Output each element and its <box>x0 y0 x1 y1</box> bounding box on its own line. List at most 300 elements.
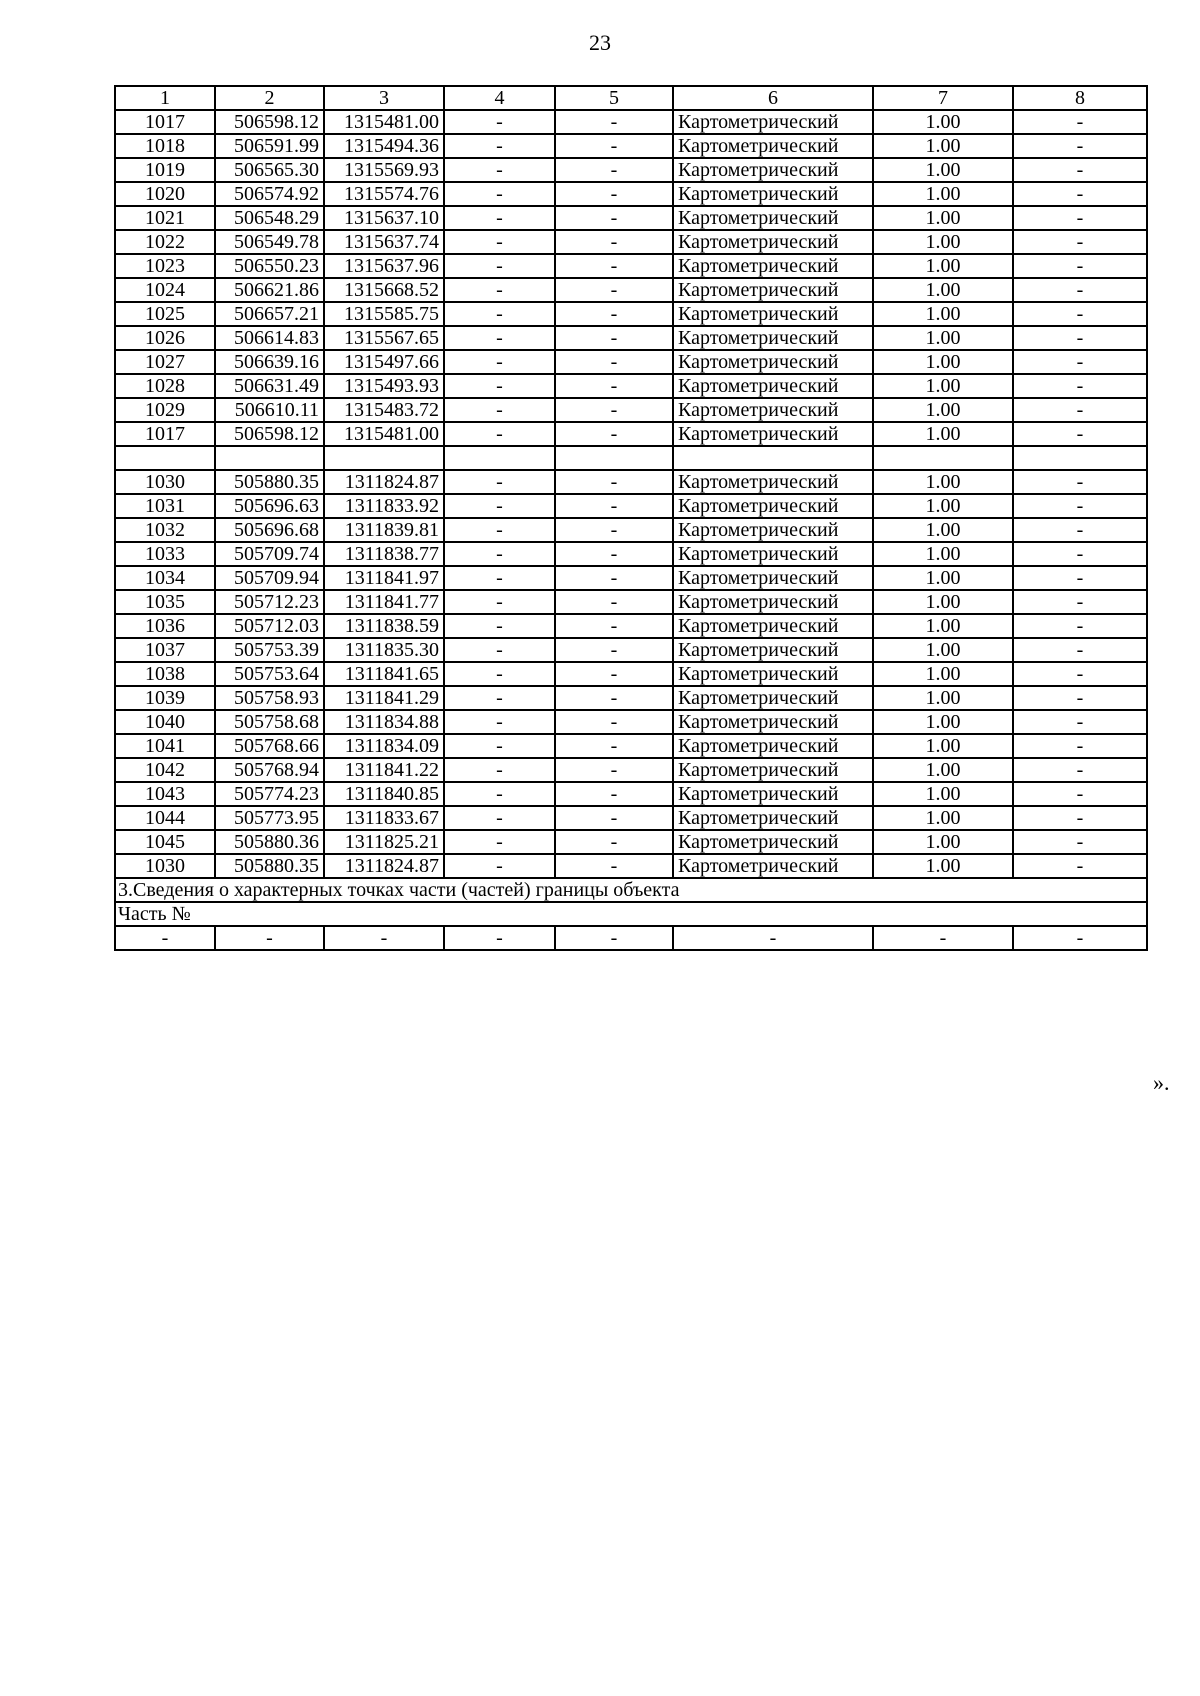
cell-y-coordinate: 1311841.22 <box>324 758 444 782</box>
cell-col-5: - <box>555 374 673 398</box>
table-row <box>115 518 1147 542</box>
cell-accuracy: 1.00 <box>873 326 1013 350</box>
cell-x-coordinate: 505709.74 <box>215 542 324 566</box>
header-cell-accuracy: 7 <box>873 86 1013 110</box>
cell-col-8: - <box>1013 518 1147 542</box>
cell-col-4: - <box>444 302 555 326</box>
table-row <box>115 662 1147 686</box>
header-cell-point-number: 1 <box>115 86 215 110</box>
cell-col-5: - <box>555 278 673 302</box>
cell-col-5: - <box>555 398 673 422</box>
cell-col-4: - <box>444 830 555 854</box>
cell-point-number: 1023 <box>115 254 215 278</box>
cell-y-coordinate: 1311839.81 <box>324 518 444 542</box>
cell-accuracy: 1.00 <box>873 350 1013 374</box>
cell-point-number: 1040 <box>115 710 215 734</box>
cell-col-4: - <box>444 374 555 398</box>
cell-col-4: - <box>444 278 555 302</box>
cell-col-4: - <box>444 542 555 566</box>
cell-col-5: - <box>555 494 673 518</box>
cell-x-coordinate: 506548.29 <box>215 206 324 230</box>
table-header <box>115 86 1147 110</box>
table-row <box>115 134 1147 158</box>
table-row <box>115 614 1147 638</box>
cell-method: Картометрический <box>673 110 873 134</box>
cell-col-4: - <box>444 494 555 518</box>
cell-col-4: - <box>444 158 555 182</box>
cell-col-8: - <box>1013 374 1147 398</box>
cell-col-4: - <box>444 590 555 614</box>
cell-col-4: - <box>444 926 555 950</box>
cell-method: Картометрический <box>673 350 873 374</box>
cell-y-coordinate: 1315569.93 <box>324 158 444 182</box>
cell-y-coordinate: 1315494.36 <box>324 134 444 158</box>
cell-method: Картометрический <box>673 158 873 182</box>
cell-col-5: - <box>555 590 673 614</box>
cell-point-number: - <box>115 926 215 950</box>
cell-method: Картометрический <box>673 566 873 590</box>
cell-col-4: - <box>444 326 555 350</box>
cell-col-4: - <box>444 254 555 278</box>
cell-point-number: 1032 <box>115 518 215 542</box>
table-row <box>115 638 1147 662</box>
cell-point-number: 1036 <box>115 614 215 638</box>
cell-point-number: 1027 <box>115 350 215 374</box>
cell-col-8: - <box>1013 590 1147 614</box>
cell-x-coordinate: 505880.35 <box>215 854 324 878</box>
cell-y-coordinate: 1311841.65 <box>324 662 444 686</box>
cell-y-coordinate: 1315567.65 <box>324 326 444 350</box>
table-row <box>115 350 1147 374</box>
cell-accuracy: 1.00 <box>873 254 1013 278</box>
cell-col-8: - <box>1013 350 1147 374</box>
cell-col-8: - <box>1013 110 1147 134</box>
cell-col-4: - <box>444 470 555 494</box>
cell-method: Картометрический <box>673 230 873 254</box>
cell-y-coordinate: 1311834.88 <box>324 710 444 734</box>
cell-y-coordinate: 1311833.67 <box>324 806 444 830</box>
cell-col-4: - <box>444 638 555 662</box>
cell-col-8 <box>1013 446 1147 470</box>
section-title: 3.Сведения о характерных точках части (частей) границы объекта <box>115 878 1147 902</box>
cell-col-4: - <box>444 134 555 158</box>
cell-accuracy: 1.00 <box>873 422 1013 446</box>
table-row <box>115 830 1147 854</box>
table-row <box>115 278 1147 302</box>
cell-x-coordinate: 506610.11 <box>215 398 324 422</box>
cell-point-number: 1029 <box>115 398 215 422</box>
cell-y-coordinate: 1311841.97 <box>324 566 444 590</box>
cell-x-coordinate: 505774.23 <box>215 782 324 806</box>
cell-col-8: - <box>1013 782 1147 806</box>
cell-point-number: 1030 <box>115 854 215 878</box>
cell-x-coordinate: 505773.95 <box>215 806 324 830</box>
header-row <box>115 86 1147 110</box>
cell-y-coordinate: 1311824.87 <box>324 470 444 494</box>
cell-col-8: - <box>1013 830 1147 854</box>
cell-x-coordinate <box>215 446 324 470</box>
cell-x-coordinate: 506549.78 <box>215 230 324 254</box>
cell-accuracy: 1.00 <box>873 398 1013 422</box>
cell-x-coordinate: 506574.92 <box>215 182 324 206</box>
cell-col-5: - <box>555 614 673 638</box>
cell-x-coordinate: 505880.35 <box>215 470 324 494</box>
table-row <box>115 494 1147 518</box>
cell-method: Картометрический <box>673 398 873 422</box>
cell-x-coordinate: 506598.12 <box>215 422 324 446</box>
cell-col-8: - <box>1013 734 1147 758</box>
cell-col-5: - <box>555 638 673 662</box>
header-cell-col-5: 5 <box>555 86 673 110</box>
cell-method: Картометрический <box>673 758 873 782</box>
cell-y-coordinate: 1315574.76 <box>324 182 444 206</box>
header-cell-x-coordinate: 2 <box>215 86 324 110</box>
cell-point-number: 1024 <box>115 278 215 302</box>
cell-accuracy: 1.00 <box>873 302 1013 326</box>
cell-accuracy: 1.00 <box>873 782 1013 806</box>
cell-x-coordinate: 506550.23 <box>215 254 324 278</box>
cell-accuracy: 1.00 <box>873 758 1013 782</box>
cell-point-number: 1021 <box>115 206 215 230</box>
cell-col-4: - <box>444 734 555 758</box>
cell-accuracy: 1.00 <box>873 518 1013 542</box>
cell-col-5: - <box>555 758 673 782</box>
cell-col-8: - <box>1013 494 1147 518</box>
cell-col-5: - <box>555 470 673 494</box>
cell-y-coordinate: 1315481.00 <box>324 110 444 134</box>
cell-col-8: - <box>1013 230 1147 254</box>
cell-x-coordinate: 505758.68 <box>215 710 324 734</box>
cell-col-8: - <box>1013 710 1147 734</box>
cell-col-5: - <box>555 518 673 542</box>
cell-method: Картометрический <box>673 518 873 542</box>
cell-col-5: - <box>555 686 673 710</box>
cell-col-5: - <box>555 542 673 566</box>
cell-col-4: - <box>444 422 555 446</box>
cell-x-coordinate: 506657.21 <box>215 302 324 326</box>
table-row <box>115 422 1147 446</box>
header-cell-y-coordinate: 3 <box>324 86 444 110</box>
cell-accuracy: 1.00 <box>873 230 1013 254</box>
cell-method: Картометрический <box>673 590 873 614</box>
cell-method: Картометрический <box>673 830 873 854</box>
cell-method: Картометрический <box>673 326 873 350</box>
cell-col-5: - <box>555 422 673 446</box>
cell-accuracy: 1.00 <box>873 614 1013 638</box>
cell-y-coordinate: 1311824.87 <box>324 854 444 878</box>
cell-col-4: - <box>444 398 555 422</box>
cell-col-4 <box>444 446 555 470</box>
table-row <box>115 590 1147 614</box>
table-row <box>115 758 1147 782</box>
cell-col-8: - <box>1013 278 1147 302</box>
cell-point-number: 1041 <box>115 734 215 758</box>
table-row <box>115 446 1147 470</box>
cell-col-4: - <box>444 806 555 830</box>
cell-point-number: 1035 <box>115 590 215 614</box>
cell-x-coordinate: 506591.99 <box>215 134 324 158</box>
cell-col-5: - <box>555 134 673 158</box>
cell-method: Картометрический <box>673 854 873 878</box>
cell-method: Картометрический <box>673 662 873 686</box>
cell-col-5: - <box>555 182 673 206</box>
cell-x-coordinate: 505696.68 <box>215 518 324 542</box>
cell-y-coordinate: 1315637.10 <box>324 206 444 230</box>
cell-method: Картометрический <box>673 182 873 206</box>
cell-x-coordinate: 505696.63 <box>215 494 324 518</box>
cell-point-number: 1034 <box>115 566 215 590</box>
cell-col-8: - <box>1013 302 1147 326</box>
table-row <box>115 926 1147 950</box>
cell-y-coordinate: 1311840.85 <box>324 782 444 806</box>
table-row <box>115 782 1147 806</box>
table-row <box>115 710 1147 734</box>
cell-y-coordinate: 1315481.00 <box>324 422 444 446</box>
cell-col-8: - <box>1013 806 1147 830</box>
cell-col-5: - <box>555 854 673 878</box>
cell-accuracy: 1.00 <box>873 110 1013 134</box>
cell-y-coordinate: 1311834.09 <box>324 734 444 758</box>
cell-col-8: - <box>1013 158 1147 182</box>
cell-col-5: - <box>555 710 673 734</box>
cell-point-number: 1037 <box>115 638 215 662</box>
cell-point-number: 1045 <box>115 830 215 854</box>
cell-y-coordinate: 1311841.77 <box>324 590 444 614</box>
cell-method: Картометрический <box>673 542 873 566</box>
cell-x-coordinate: - <box>215 926 324 950</box>
cell-accuracy: 1.00 <box>873 374 1013 398</box>
cell-col-8: - <box>1013 638 1147 662</box>
cell-method: Картометрический <box>673 614 873 638</box>
cell-point-number: 1028 <box>115 374 215 398</box>
cell-method: Картометрический <box>673 782 873 806</box>
cell-accuracy: 1.00 <box>873 662 1013 686</box>
cell-y-coordinate: 1311838.77 <box>324 542 444 566</box>
cell-y-coordinate: - <box>324 926 444 950</box>
part-label: Часть № <box>115 902 1147 926</box>
cell-accuracy: 1.00 <box>873 830 1013 854</box>
cell-y-coordinate: 1315493.93 <box>324 374 444 398</box>
cell-method: Картометрический <box>673 374 873 398</box>
cell-x-coordinate: 505758.93 <box>215 686 324 710</box>
cell-method: Картометрический <box>673 302 873 326</box>
cell-method: Картометрический <box>673 470 873 494</box>
cell-x-coordinate: 506565.30 <box>215 158 324 182</box>
cell-point-number: 1031 <box>115 494 215 518</box>
cell-col-8: - <box>1013 566 1147 590</box>
table-row <box>115 806 1147 830</box>
cell-point-number <box>115 446 215 470</box>
table-row <box>115 470 1147 494</box>
cell-point-number: 1017 <box>115 422 215 446</box>
cell-accuracy: 1.00 <box>873 566 1013 590</box>
cell-accuracy <box>873 446 1013 470</box>
cell-accuracy: 1.00 <box>873 590 1013 614</box>
table-body <box>115 110 1147 950</box>
cell-method: Картометрический <box>673 278 873 302</box>
cell-col-8: - <box>1013 926 1147 950</box>
table-row <box>115 206 1147 230</box>
cell-col-8: - <box>1013 134 1147 158</box>
cell-x-coordinate: 505880.36 <box>215 830 324 854</box>
cell-col-4: - <box>444 710 555 734</box>
cell-col-8: - <box>1013 614 1147 638</box>
cell-col-8: - <box>1013 326 1147 350</box>
cell-y-coordinate: 1315483.72 <box>324 398 444 422</box>
header-cell-method: 6 <box>673 86 873 110</box>
cell-col-4: - <box>444 206 555 230</box>
cell-col-4: - <box>444 758 555 782</box>
cell-method: Картометрический <box>673 494 873 518</box>
cell-point-number: 1022 <box>115 230 215 254</box>
cell-col-4: - <box>444 854 555 878</box>
cell-col-4: - <box>444 686 555 710</box>
cell-accuracy: 1.00 <box>873 686 1013 710</box>
cell-accuracy: 1.00 <box>873 854 1013 878</box>
cell-y-coordinate: 1315637.74 <box>324 230 444 254</box>
cell-method: Картометрический <box>673 710 873 734</box>
cell-col-4: - <box>444 518 555 542</box>
header-cell-col-4: 4 <box>444 86 555 110</box>
table-row <box>115 734 1147 758</box>
table-row <box>115 110 1147 134</box>
cell-method: Картометрический <box>673 806 873 830</box>
cell-accuracy: 1.00 <box>873 182 1013 206</box>
cell-accuracy: 1.00 <box>873 134 1013 158</box>
cell-point-number: 1044 <box>115 806 215 830</box>
cell-y-coordinate: 1315668.52 <box>324 278 444 302</box>
cell-x-coordinate: 506598.12 <box>215 110 324 134</box>
cell-col-5: - <box>555 662 673 686</box>
cell-y-coordinate: 1315637.96 <box>324 254 444 278</box>
cell-col-8: - <box>1013 206 1147 230</box>
cell-accuracy: 1.00 <box>873 206 1013 230</box>
cell-y-coordinate: 1311838.59 <box>324 614 444 638</box>
cell-y-coordinate: 1311833.92 <box>324 494 444 518</box>
cell-y-coordinate: 1315585.75 <box>324 302 444 326</box>
table-row <box>115 398 1147 422</box>
cell-x-coordinate: 505712.23 <box>215 590 324 614</box>
cell-col-5 <box>555 446 673 470</box>
table-row <box>115 566 1147 590</box>
table-row <box>115 326 1147 350</box>
table-row <box>115 158 1147 182</box>
cell-point-number: 1038 <box>115 662 215 686</box>
cell-accuracy: 1.00 <box>873 494 1013 518</box>
cell-point-number: 1017 <box>115 110 215 134</box>
cell-accuracy: 1.00 <box>873 734 1013 758</box>
cell-point-number: 1033 <box>115 542 215 566</box>
cell-point-number: 1030 <box>115 470 215 494</box>
cell-x-coordinate: 506631.49 <box>215 374 324 398</box>
cell-col-4: - <box>444 230 555 254</box>
cell-accuracy: 1.00 <box>873 542 1013 566</box>
page-number: 23 <box>589 30 611 55</box>
cell-col-5: - <box>555 830 673 854</box>
cell-y-coordinate: 1315497.66 <box>324 350 444 374</box>
table-row <box>115 542 1147 566</box>
cell-x-coordinate: 505768.66 <box>215 734 324 758</box>
cell-method: Картометрический <box>673 134 873 158</box>
cell-x-coordinate: 505712.03 <box>215 614 324 638</box>
table-row <box>115 230 1147 254</box>
cell-col-5: - <box>555 110 673 134</box>
cell-col-8: - <box>1013 254 1147 278</box>
cell-method: Картометрический <box>673 638 873 662</box>
header-cell-col-8: 8 <box>1013 86 1147 110</box>
cell-accuracy: 1.00 <box>873 638 1013 662</box>
cell-col-4: - <box>444 110 555 134</box>
cell-col-5: - <box>555 230 673 254</box>
table-row <box>115 854 1147 878</box>
cell-point-number: 1025 <box>115 302 215 326</box>
cell-accuracy: 1.00 <box>873 806 1013 830</box>
cell-col-5: - <box>555 254 673 278</box>
table-row <box>115 254 1147 278</box>
cell-point-number: 1019 <box>115 158 215 182</box>
cell-x-coordinate: 506614.83 <box>215 326 324 350</box>
cell-col-4: - <box>444 350 555 374</box>
cell-accuracy: - <box>873 926 1013 950</box>
cell-col-5: - <box>555 734 673 758</box>
closing-quote-mark: ». <box>1153 1070 1170 1095</box>
cell-col-4: - <box>444 662 555 686</box>
cell-point-number: 1020 <box>115 182 215 206</box>
cell-col-5: - <box>555 302 673 326</box>
cell-point-number: 1026 <box>115 326 215 350</box>
part-label-row <box>115 902 1147 926</box>
section-title-row <box>115 878 1147 902</box>
cell-col-5: - <box>555 350 673 374</box>
cell-col-8: - <box>1013 758 1147 782</box>
cell-col-4: - <box>444 566 555 590</box>
cell-accuracy: 1.00 <box>873 158 1013 182</box>
table-row <box>115 686 1147 710</box>
cell-col-5: - <box>555 566 673 590</box>
cell-method: Картометрический <box>673 254 873 278</box>
coordinates-table <box>114 85 1148 951</box>
cell-point-number: 1039 <box>115 686 215 710</box>
cell-method <box>673 446 873 470</box>
cell-col-8: - <box>1013 542 1147 566</box>
cell-col-8: - <box>1013 422 1147 446</box>
cell-col-4: - <box>444 782 555 806</box>
cell-point-number: 1042 <box>115 758 215 782</box>
cell-method: Картометрический <box>673 734 873 758</box>
cell-method: Картометрический <box>673 206 873 230</box>
cell-y-coordinate <box>324 446 444 470</box>
cell-method: - <box>673 926 873 950</box>
cell-x-coordinate: 506621.86 <box>215 278 324 302</box>
cell-x-coordinate: 505709.94 <box>215 566 324 590</box>
cell-col-4: - <box>444 182 555 206</box>
cell-x-coordinate: 505753.64 <box>215 662 324 686</box>
cell-method: Картометрический <box>673 686 873 710</box>
cell-x-coordinate: 506639.16 <box>215 350 324 374</box>
cell-col-5: - <box>555 926 673 950</box>
cell-col-5: - <box>555 158 673 182</box>
cell-point-number: 1043 <box>115 782 215 806</box>
table-row <box>115 302 1147 326</box>
cell-x-coordinate: 505753.39 <box>215 638 324 662</box>
cell-y-coordinate: 1311825.21 <box>324 830 444 854</box>
cell-col-8: - <box>1013 470 1147 494</box>
cell-col-4: - <box>444 614 555 638</box>
cell-col-5: - <box>555 326 673 350</box>
cell-col-8: - <box>1013 182 1147 206</box>
cell-method: Картометрический <box>673 422 873 446</box>
cell-accuracy: 1.00 <box>873 470 1013 494</box>
